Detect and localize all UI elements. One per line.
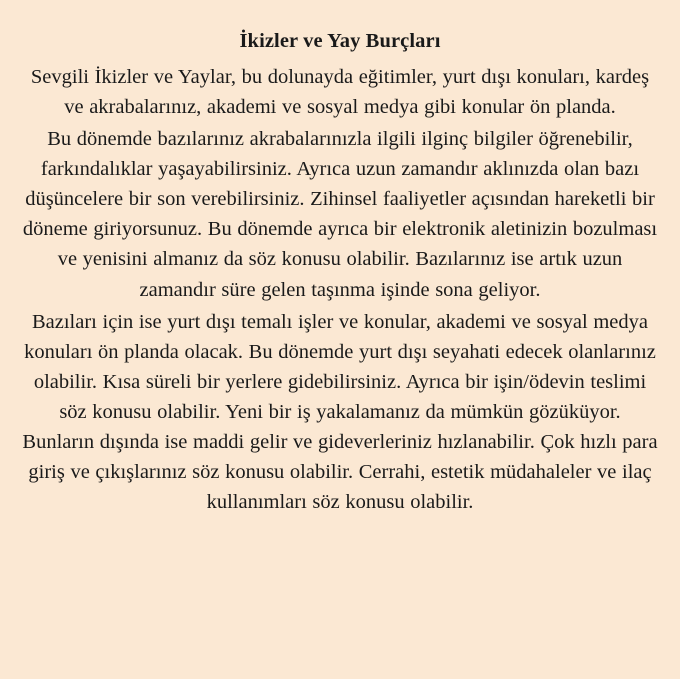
page-title: İkizler ve Yay Burçları	[239, 30, 441, 52]
paragraph-2: Bu dönemde bazılarınız akrabalarınızla ilgili ilginç bilgiler öğrenebilir, farkındalıklar yaşayabilirsiniz. Ayrıca uzun zamandır aklınızda olan bazı düşüncelere bir son verebilirsiniz. Zihinsel faaliyetler açısından hareketli bir döneme giriyorsunuz. Bu dönemde ayrıca bir elektronik aletinizin bozulması ve yenisini almanız da söz konusu olabilir. Bazılarınız ise artık uzun zamandır süre gelen taşınma işinde sona geliyor.	[22, 127, 658, 301]
paragraph-3: Bazıları için ise yurt dışı temalı işler ve konular, akademi ve sosyal medya konuları ön planda olacak. Bu dönemde yurt dışı seyahati edecek olanlarınız olabilir. Kısa süreli bir yerlere gidebilirsiniz. Ayrıca bir işin/ödevin teslimi söz konusu olabilir. Yeni bir iş yakalamanız da mümkün gözüküyor. Bunların dışında ise maddi gelir ve gideverleriniz hızlanabilir. Çok hızlı para giriş ve çıkışlarınız söz konusu olabilir. Cerrahi, estetik müdahaleler ve ilaç kullanımları söz konusu olabilir.	[22, 310, 658, 514]
paragraph-1: Sevgili İkizler ve Yaylar, bu dolunayda eğitimler, yurt dışı konuları, kardeş ve akrabalarınız, akademi ve sosyal medya gibi konular ön planda.	[30, 65, 650, 118]
